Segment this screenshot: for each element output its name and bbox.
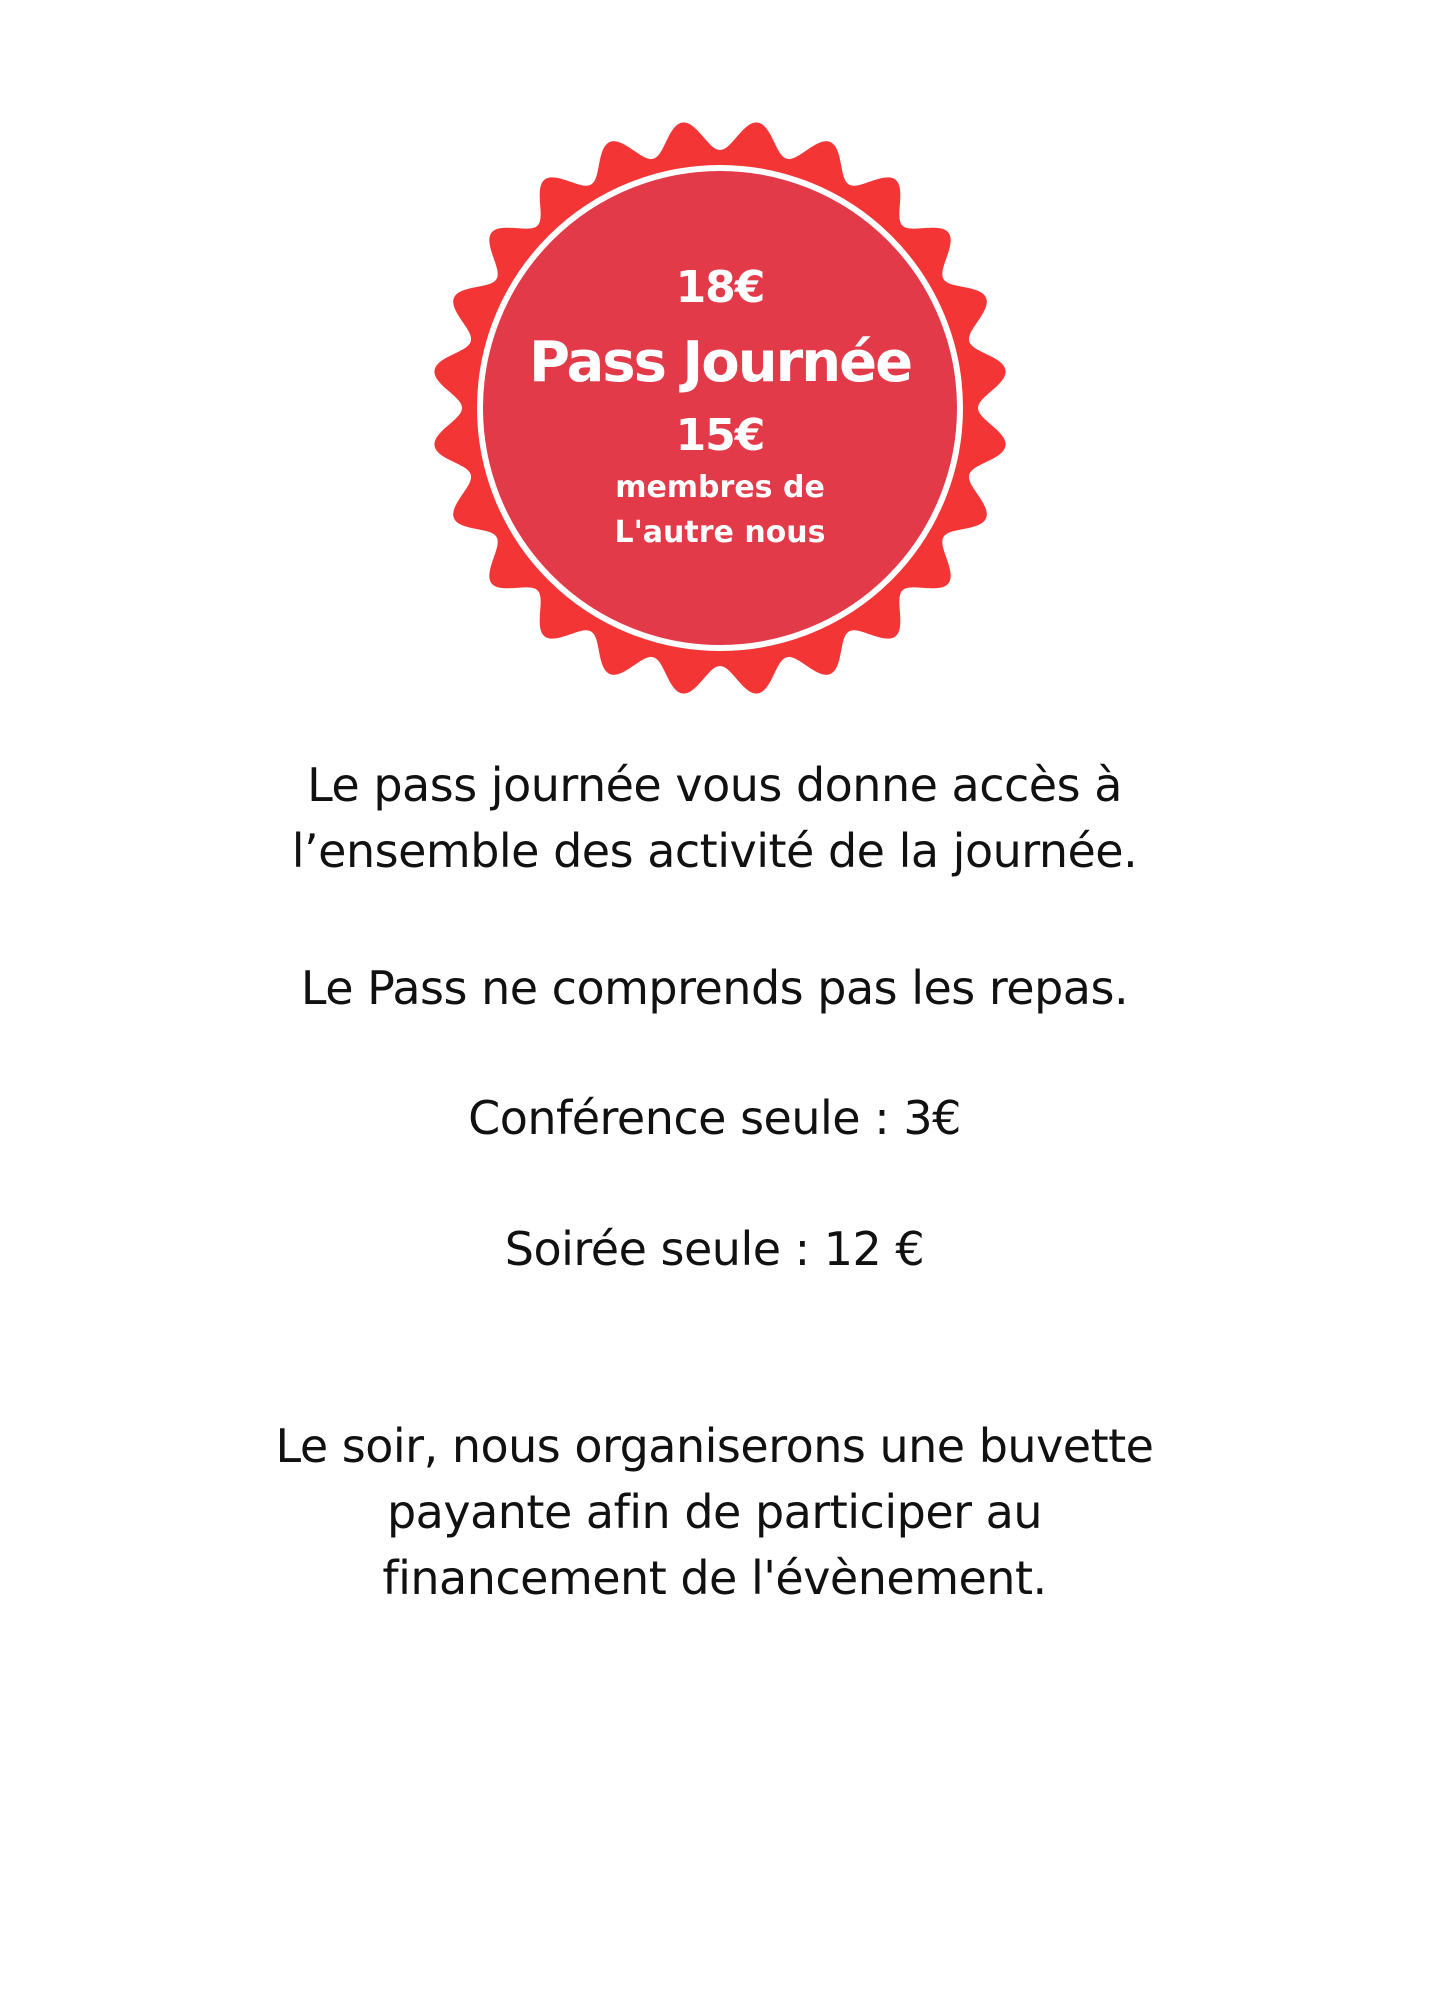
- meals-paragraph: [0, 955, 1429, 1021]
- starburst-seal-icon: [430, 118, 1010, 698]
- badge-full-price: 18€: [675, 262, 765, 313]
- access-line-2: l’ensemble des activité de la journée.: [291, 824, 1138, 878]
- evening-line: Soirée seule : 12 €: [504, 1222, 925, 1276]
- price-badge: [430, 118, 1010, 698]
- access-paragraph: [0, 752, 1429, 884]
- badge-member-note-line2: L'autre nous: [614, 515, 826, 550]
- access-line-1: Le pass journée vous donne accès à: [307, 758, 1122, 812]
- evening-price: [0, 1216, 1429, 1282]
- badge-member-note-line1: membres de: [615, 470, 825, 505]
- bar-paragraph: [0, 1413, 1429, 1611]
- badge-title: Pass Journée: [528, 330, 912, 395]
- badge-member-price: 15€: [675, 410, 765, 461]
- bar-line-1: Le soir, nous organiserons une buvette: [275, 1419, 1154, 1473]
- meals-line: Le Pass ne comprends pas les repas.: [300, 961, 1129, 1015]
- conference-price: [0, 1085, 1429, 1151]
- bar-line-3: financement de l'évènement.: [382, 1551, 1047, 1605]
- bar-line-2: payante afin de participer au: [386, 1485, 1043, 1539]
- conference-line: Conférence seule : 3€: [468, 1091, 961, 1145]
